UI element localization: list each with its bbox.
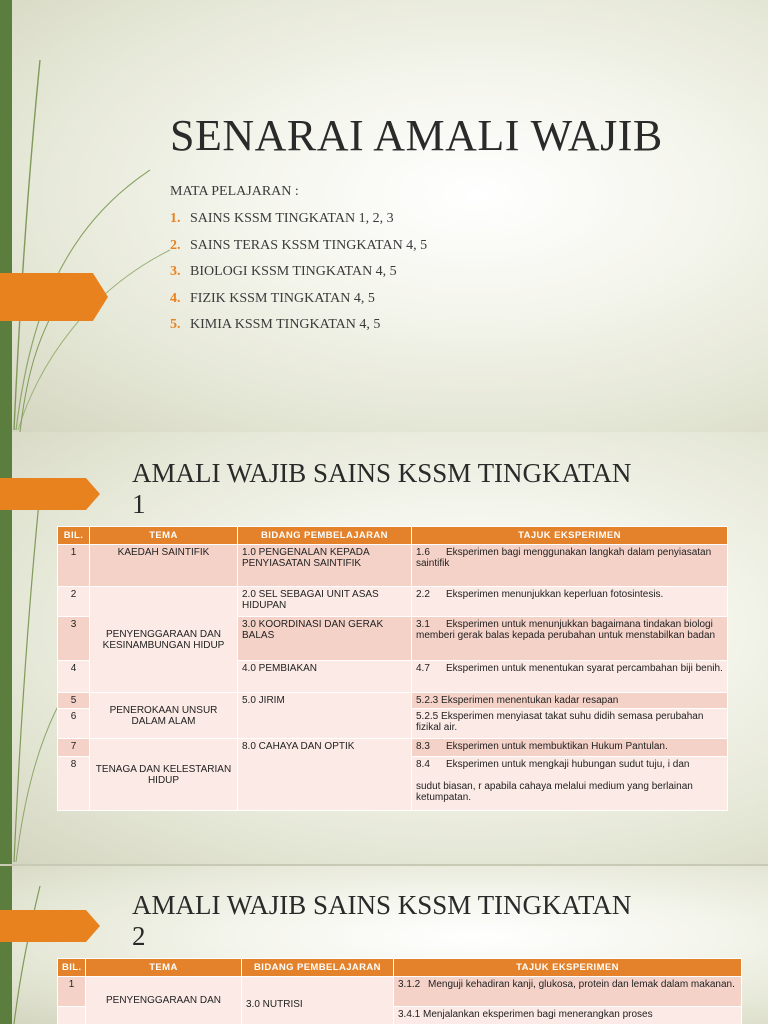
orange-tab-shape	[0, 910, 100, 942]
experiment-table	[57, 526, 728, 811]
header-tema: TEMA	[86, 959, 242, 977]
slide-3	[0, 866, 768, 1024]
table-row: 8 8.4 Eksperimen untuk mengkaji hubungan sudut tuju, i dan sudut biasan, r apabila cahaya melalui medium yang berlainan ketumpatan.	[58, 757, 728, 811]
header-tema: TEMA	[90, 527, 238, 545]
list-item: 4. FIZIK KSSM TINGKATAN 4, 5	[170, 290, 375, 306]
list-item: 2. SAINS TERAS KSSM TINGKATAN 4, 5	[170, 237, 428, 253]
slide-title: AMALI WAJIB SAINS KSSM TINGKATAN 1	[132, 458, 632, 519]
table-row: 1 PENYENGGARAAN DAN 3.0 NUTRISI 3.1.2 Menguji kehadiran kanji, glukosa, protein dan lemak dalam makanan.	[58, 977, 742, 1007]
header-bil: BIL.	[58, 527, 90, 545]
slide-title: AMALI WAJIB SAINS KSSM TINGKATAN 2	[132, 890, 632, 951]
header-tajuk: TAJUK EKSPERIMEN	[412, 527, 728, 545]
header-bidang: BIDANG PEMBELAJARAN	[238, 527, 412, 545]
table-row: 2 PENYENGGARAAN DAN KESINAMBUNGAN HIDUP 2.0 SEL SEBAGAI UNIT ASAS HIDUPAN 2.2 Eksperimen menunjukkan keperluan fotosintesis.	[58, 587, 728, 617]
table-row: 6 5.2.5 Eksperimen menyiasat takat suhu didih semasa perubahan fizikal air.	[58, 709, 728, 739]
slide-1	[0, 0, 768, 432]
list-item: 3. BIOLOGI KSSM TINGKATAN 4, 5	[170, 264, 397, 279]
table-row: 5 PENEROKAAN UNSUR DALAM ALAM 5.0 JIRIM 5.2.3 Eksperimen menentukan kadar resapan	[58, 693, 728, 709]
header-bil: BIL.	[58, 959, 86, 977]
orange-tab-shape	[0, 273, 108, 321]
slide-2	[0, 432, 768, 864]
table-row: 1 KAEDAH SAINTIFIK 1.0 PENGENALAN KEPADA PENYIASATAN SAINTIFIK 1.6 Eksperimen bagi menggunakan langkah dalam penyiasatan saintifik	[58, 545, 728, 587]
list-item: 1. SAINS KSSM TINGKATAN 1, 2, 3	[170, 211, 394, 226]
orange-tab-shape	[0, 478, 100, 510]
mata-pelajaran-label: MATA PELAJARAN :	[170, 184, 299, 199]
list-item: 5. KIMIA KSSM TINGKATAN 4, 5	[170, 317, 381, 332]
slide-title: SENARAI AMALI WAJIB	[170, 111, 663, 160]
table-row: 3 3.0 KOORDINASI DAN GERAK BALAS 3.1 Eksperimen untuk menunjukkan bagaimana tindakan biologi memberi gerak balas kepada perubahan untuk menstabilkan badan	[58, 617, 728, 661]
table-row: 3.4.1 Menjalankan eksperimen bagi menerangkan proses	[58, 1007, 742, 1024]
experiment-table	[57, 958, 742, 1024]
table-row: 4 4.0 PEMBIAKAN 4.7 Eksperimen untuk menentukan syarat percambahan biji benih.	[58, 661, 728, 693]
header-bidang: BIDANG PEMBELAJARAN	[242, 959, 394, 977]
table-row: 7 TENAGA DAN KELESTARIAN HIDUP 8.0 CAHAYA DAN OPTIK 8.3 Eksperimen untuk membuktikan Hukum Pantulan.	[58, 739, 728, 757]
header-tajuk: TAJUK EKSPERIMEN	[394, 959, 742, 977]
subject-list	[170, 206, 427, 339]
